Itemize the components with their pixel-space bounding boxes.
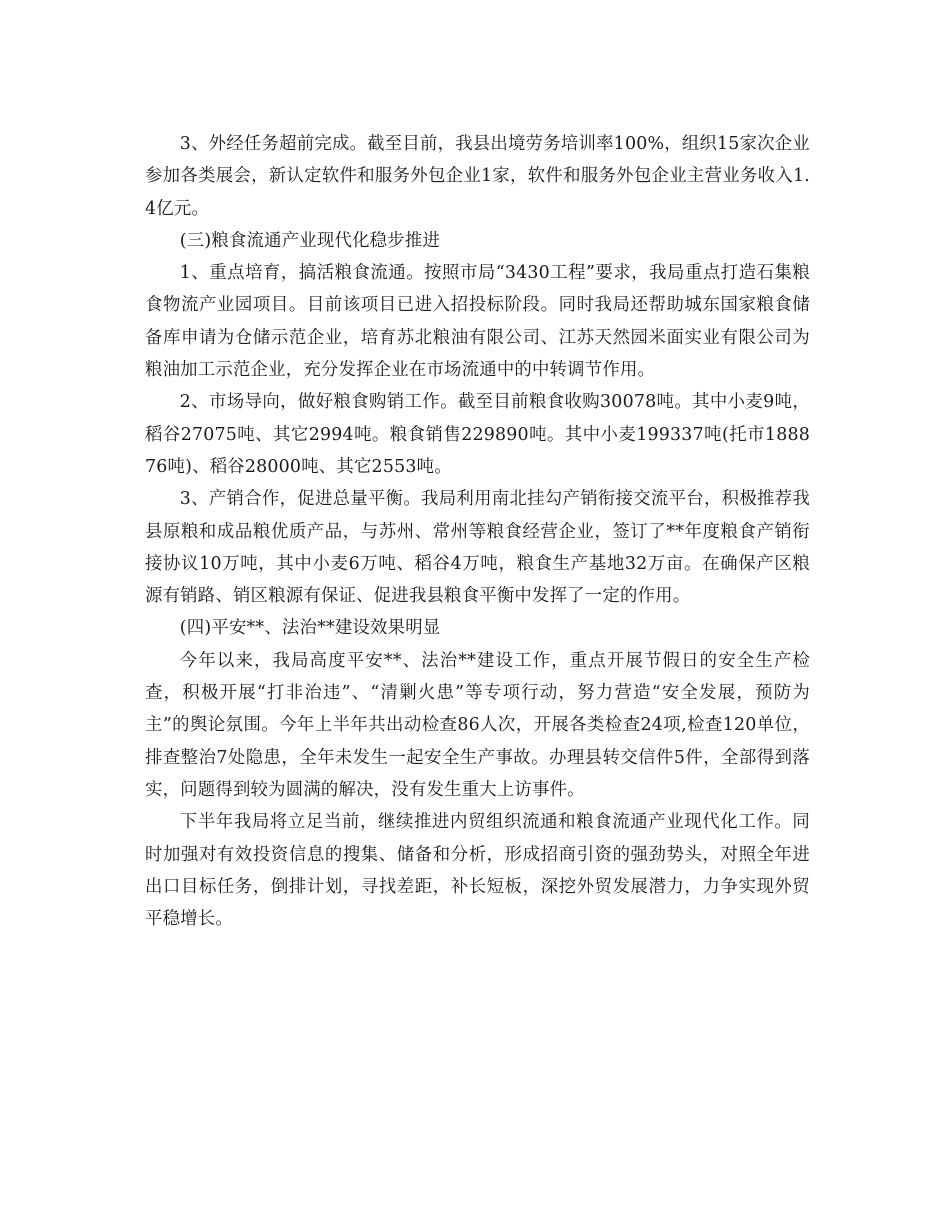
section-heading-safety-legal: (四)平安**、法治**建设效果明显 — [179, 618, 441, 639]
document-page — [145, 128, 810, 935]
paragraph-grain-cultivation: 1、重点培育，搞活粮食流通。按照市局“3430工程”要求，我局重点打造石集粮食物流产业园项目。目前该项目已进入招投标阶段。同时我局还帮助城东国家粮食储备库申请为仓储示范企业，培育苏北粮油有限公司、江苏天然园米面实业有限公司为粮油加工示范企业，充分发挥企业在市场流通中的中转调节作用。 — [145, 263, 810, 381]
paragraph-second-half-plan: 下半年我局将立足当前，继续推进内贸组织流通和粮食流通产业现代化工作。同时加强对有效投资信息的搜集、储备和分析，形成招商引资的强劲势头，对照全年进出口目标任务，倒排计划，寻找差距，补长短板，深挖外贸发展潜力，力争实现外贸平稳增长。 — [145, 812, 810, 930]
section-heading-grain-circulation: (三)粮食流通产业现代化稳步推进 — [179, 230, 441, 251]
paragraph-grain-purchase-sales: 2、市场导向，做好粮食购销工作。截至目前粮食收购30078吨。其中小麦9吨，稻谷27075吨、其它2994吨。粮食销售229890吨。其中小麦199337吨(托市188876吨)、稻谷28000吨、其它2553吨。 — [145, 392, 810, 477]
paragraph-safety-checks: 今年以来，我局高度平安**、法治**建设工作，重点开展节假日的安全生产检查，积极开展“打非治违”、“清剿火患”等专项行动，努力营造“安全发展，预防为主”的舆论氛围。今年上半年共出动检查86人次，开展各类检查24项,检查120单位，排查整治7处隐患，全年未发生一起安全生产事故。办理县转交信件5件，全部得到落实，问题得到较为圆满的解决，没有发生重大上访事件。 — [145, 650, 810, 800]
paragraph-foreign-tasks: 3、外经任务超前完成。截至目前，我县出境劳务培训率100%，组织15家次企业参加各类展会，新认定软件和服务外包企业1家，软件和服务外包企业主营业务收入1.4亿元。 — [145, 134, 810, 219]
paragraph-production-marketing: 3、产销合作，促进总量平衡。我局利用南北挂勾产销衔接交流平台，积极推荐我县原粮和成品粮优质产品，与苏州、常州等粮食经营企业，签订了**年度粮食产销衔接协议10万吨，其中小麦6万吨、稻谷4万吨，粮食生产基地32万亩。在确保产区粮源有销路、销区粮源有保证、促进我县粮食平衡中发挥了一定的作用。 — [145, 489, 810, 607]
